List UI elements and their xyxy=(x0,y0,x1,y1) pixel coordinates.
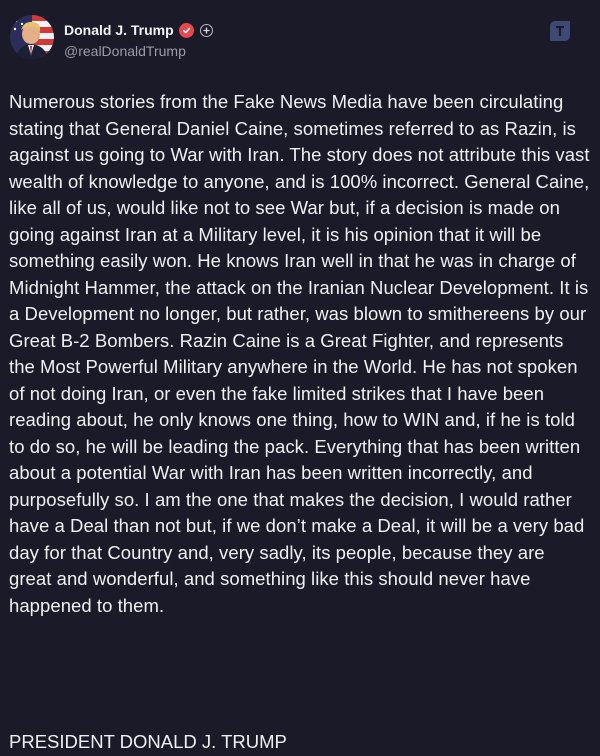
post-header xyxy=(10,15,590,63)
post-signature: PRESIDENT DONALD J. TRUMP xyxy=(9,731,287,752)
author-handle[interactable]: @realDonaldTrump xyxy=(64,43,186,59)
verified-check-icon xyxy=(179,23,194,38)
profile-photo-icon xyxy=(10,15,54,59)
avatar[interactable] xyxy=(10,15,54,59)
truth-social-logo-icon[interactable] xyxy=(548,19,572,43)
post-body-text: Numerous stories from the Fake News Media have been circulating stating that General Daniel Caine, sometimes referred to as Razin, is against us going to War with Iran. The story does not attribute this vast wealth of knowledge to anyone, and is 100% incorrect. General Caine, like all of us, would like not to see War but, if a decision is made on going against Iran at a Military level, it is his opinion that it will be something easily won. He knows Iran well in that he was in charge of Midnight Hammer, the attack on the Iranian Nuclear Development. It is a Development no longer, but rather, was blown to smithereens by our Great B-2 Bombers. Razin Caine is a Great Fighter, and represents the Most Powerful Military anywhere in the World. He has not spoken of not doing Iran, or even the fake limited strikes that I have been reading about, he only knows one thing, how to WIN and, if he is told to do so, he will be leading the pack. Everything that has been written about a potential War with Iran has been written incorrectly, and purposefully so. I am the one that makes the decision, I would rather have a Deal than not but, if we don’t make a Deal, it will be a very bad day for that Country and, very sadly, its people, because they are great and wonderful, and something like this should never have happened to them. xyxy=(9,91,590,616)
plus-icon[interactable] xyxy=(200,24,213,37)
author-name-row xyxy=(64,22,213,38)
author-display-name[interactable]: Donald J. Trump xyxy=(64,22,174,38)
